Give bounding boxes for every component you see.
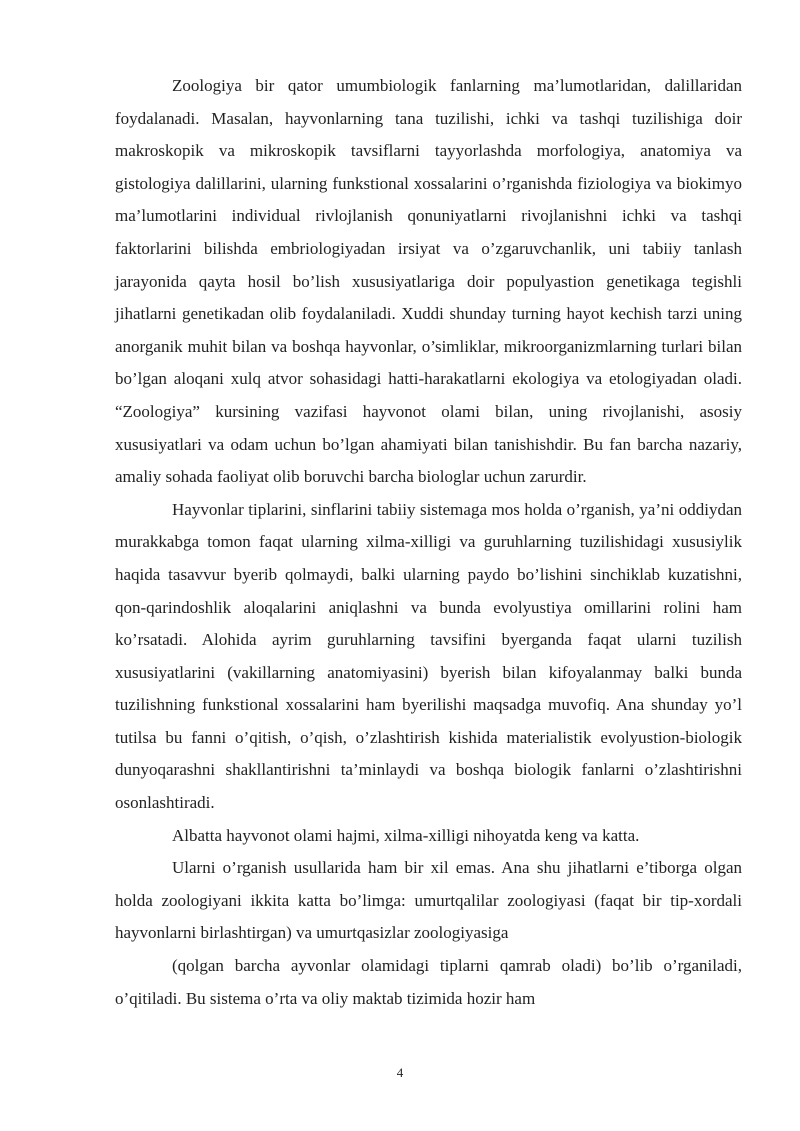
paragraph: (qolgan barcha ayvonlar olamidagi tiplarni qamrab oladi) bo’lib o’rganiladi, o’qitiladi. Bu sistema o’rta va oliy maktab tizimida hozir ham [115, 956, 742, 1008]
paragraph: Hayvonlar tiplarini, sinflarini tabiiy sistemaga mos holda o’rganish, ya’ni oddiydan murakkabga tomon faqat ularning xilma-xilligi va guruhlarning tuzilishidagi xususiylik haqida tasavvur byerib qolmaydi, balki ularning paydo bo’lishini sinchiklab kuzatishni, qon-qarindoshlik aloqalarini aniqlashni va bunda evolyustiya omillarini rolini ham ko’rsatadi. Alohida ayrim guruhlarning tavsifini byerganda faqat ularni tuzilish xususiyatlarini (vakillarning anatomiyasini) byerish bilan kifoyalanmay balki bunda tuzilishning funkstional xossalarini ham byerilishi maqsadga muvofiq. Ana shunday yo’l tutilsa bu fanni o’qitish, o’qish, o’zlashtirish kishida materialistik evolyustion-biologik dunyoqarashni shakllantirishni ta’minlaydi va boshqa biologik fanlarni o’zlashtirishni osonlashtiradi. [115, 499, 742, 813]
paragraph: Albatta hayvonot olami hajmi, xilma-xilligi nihoyatda keng va katta. [172, 825, 640, 845]
paragraph: Zoologiya bir qator umumbiologik fanlarning ma’lumotlaridan, dalillaridan foydalanadi. Masalan, hayvonlarning tana tuzilishi, ichki va tashqi tuzilishiga doir makroskopik va mikroskopik tavsiflarni tayyorlashda morfologiya, anatomiya va gistologiya dalillarini, ularning funkstional xossalarini o’rganishda fiziologiya va biokimyo ma’lumotlarini individual rivlojlanish qonuniyatlarni rivojlanishni ichki va tashqi faktorlarini bilishda embriologiyadan irsiyat va o’zgaruvchanlik, uni tabiiy tanlash jarayonida qayta hosil bo’lish xususiyatlariga doir populyastion genetikaga tegishli jihatlarni genetikadan olib foydalaniladi. Xuddi shunday turning hayot kechish tarzi uning anorganik muhit bilan va boshqa hayvonlar, o’simliklar, mikroorganizmlarning turlari bilan bo’lgan aloqani xulq atvor sohasidagi hatti-harakatlarni ekologiya va etologiyadan oladi. “Zoologiya” kursining vazifasi hayvonot olami bilan, uning rivojlanishi, asosiy xususiyatlari va odam uchun bo’lgan ahamiyati bilan tanishishdir. Bu fan barcha nazariy, amaliy sohada faoliyat olib boruvchi barcha biologlar uchun zarurdir. [115, 76, 742, 487]
page-number: 4 [396, 1065, 404, 1080]
paragraph: Ularni o’rganish usullarida ham bir xil emas. Ana shu jihatlarni e’tiborga olgan holda zoologiyani ikkita katta bo’limga: umurtqalilar zoologiyasi (faqat bir tip-xordali hayvonlarni birlashtirgan) va umurtqasizlar zoologiyasiga [115, 858, 742, 943]
body-text [115, 70, 742, 1015]
